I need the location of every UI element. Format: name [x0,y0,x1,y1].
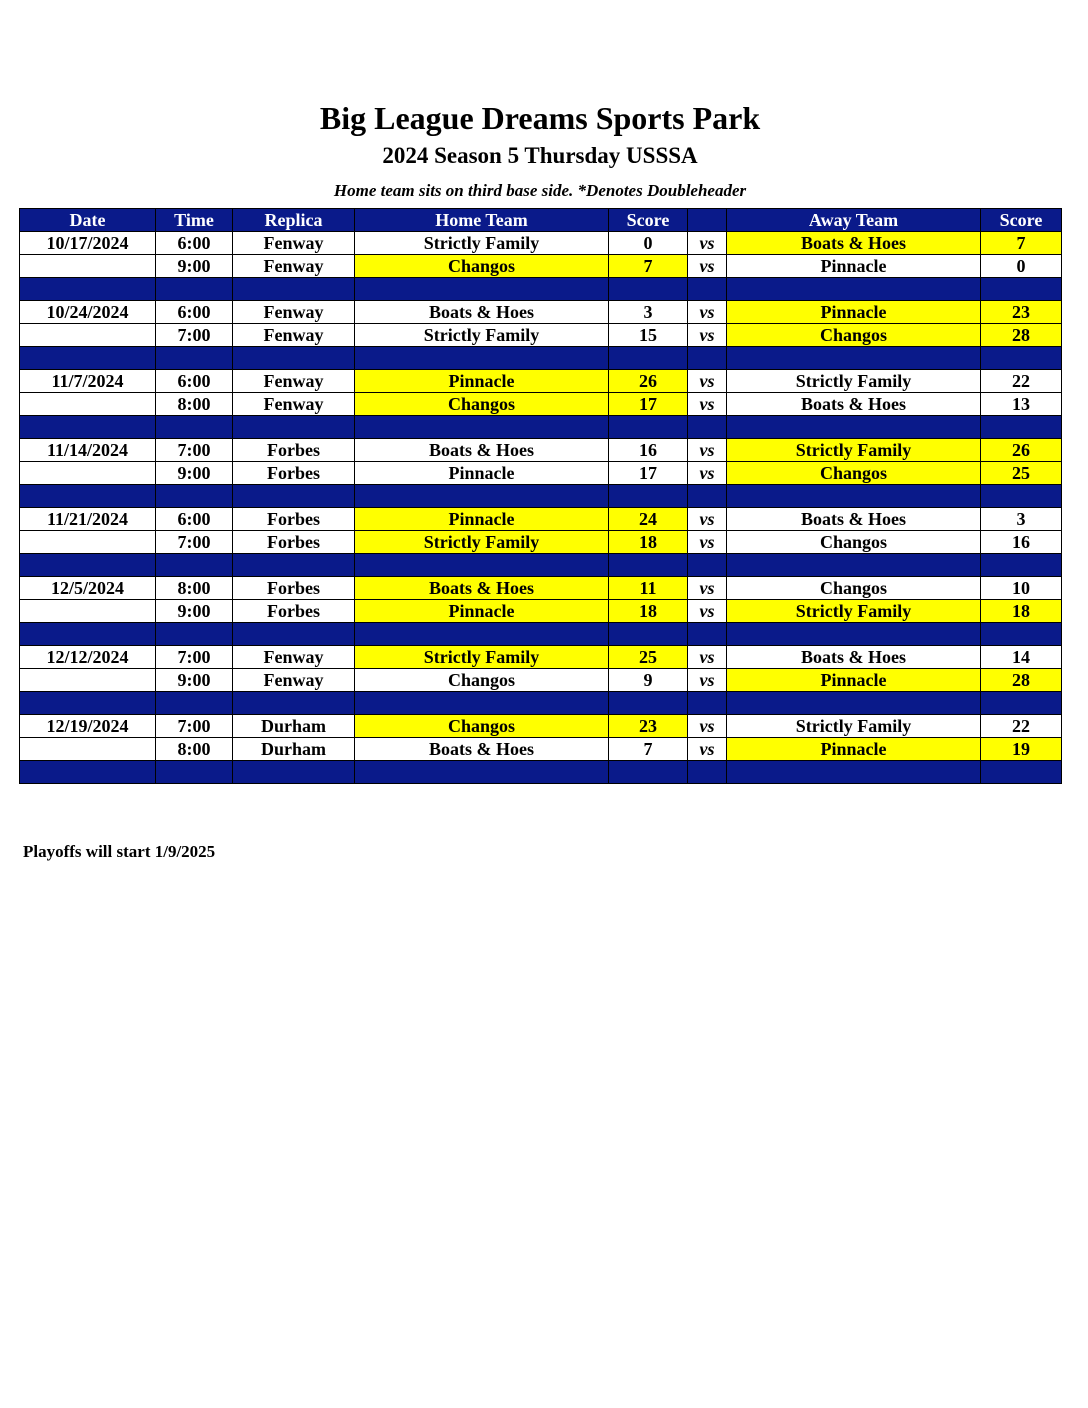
date-cell: 10/24/2024 [20,301,156,324]
header-row [20,209,1062,232]
week-separator-row [20,761,1062,784]
date-cell [20,255,156,278]
replica-cell: Fenway [233,255,355,278]
time-cell: 9:00 [156,669,233,692]
replica-cell: Forbes [233,600,355,623]
game-row [20,738,1062,761]
time-cell: 8:00 [156,738,233,761]
game-row [20,715,1062,738]
home-team-cell: Boats & Hoes [355,439,609,462]
home-team-cell: Strictly Family [355,324,609,347]
away-team-cell: Changos [727,324,981,347]
away-score-cell: 0 [981,255,1062,278]
home-team-cell: Boats & Hoes [355,301,609,324]
game-row [20,531,1062,554]
home-team-note: Home team sits on third base side. *Denotes Doubleheader [333,181,747,200]
vs-cell: vs [688,715,727,738]
date-cell [20,531,156,554]
separator-cell [156,554,233,577]
vs-cell: vs [688,393,727,416]
column-header-time: Time [156,209,233,232]
away-score-cell: 3 [981,508,1062,531]
time-cell: 7:00 [156,715,233,738]
replica-cell: Fenway [233,393,355,416]
separator-cell [355,347,609,370]
separator-cell [688,623,727,646]
away-score-cell: 16 [981,531,1062,554]
replica-cell: Forbes [233,508,355,531]
game-row [20,669,1062,692]
separator-cell [156,761,233,784]
separator-cell [609,416,688,439]
away-score-cell: 13 [981,393,1062,416]
home-team-cell: Changos [355,393,609,416]
separator-cell [688,485,727,508]
date-cell [20,738,156,761]
away-team-cell: Changos [727,462,981,485]
date-cell: 12/5/2024 [20,577,156,600]
separator-cell [609,554,688,577]
separator-cell [981,761,1062,784]
separator-cell [355,761,609,784]
date-cell [20,462,156,485]
schedule-table [19,208,1062,784]
replica-cell: Fenway [233,232,355,255]
vs-cell: vs [688,577,727,600]
time-cell: 8:00 [156,577,233,600]
date-cell [20,600,156,623]
away-team-cell: Changos [727,531,981,554]
away-score-cell: 26 [981,439,1062,462]
away-team-cell: Strictly Family [727,370,981,393]
separator-cell [355,623,609,646]
vs-cell: vs [688,508,727,531]
vs-cell: vs [688,669,727,692]
away-team-cell: Strictly Family [727,439,981,462]
vs-cell: vs [688,232,727,255]
date-cell: 12/19/2024 [20,715,156,738]
away-team-cell: Pinnacle [727,738,981,761]
column-header-home-team: Home Team [355,209,609,232]
away-team-cell: Pinnacle [727,669,981,692]
home-score-cell: 16 [609,439,688,462]
away-score-cell: 28 [981,324,1062,347]
game-row [20,577,1062,600]
playoffs-note: Playoffs will start 1/9/2025 [23,842,216,861]
time-cell: 7:00 [156,324,233,347]
replica-cell: Forbes [233,462,355,485]
separator-cell [355,692,609,715]
separator-cell [727,623,981,646]
separator-cell [609,278,688,301]
home-team-cell: Changos [355,715,609,738]
time-cell: 6:00 [156,301,233,324]
separator-cell [355,554,609,577]
separator-cell [981,692,1062,715]
week-separator-row [20,554,1062,577]
season-subtitle: 2024 Season 5 Thursday USSSA [382,143,698,168]
home-team-cell: Strictly Family [355,232,609,255]
time-cell: 6:00 [156,370,233,393]
separator-cell [609,623,688,646]
separator-cell [688,761,727,784]
home-score-cell: 9 [609,669,688,692]
separator-cell [727,347,981,370]
separator-cell [981,623,1062,646]
date-cell: 11/7/2024 [20,370,156,393]
away-team-cell: Boats & Hoes [727,232,981,255]
home-team-cell: Pinnacle [355,462,609,485]
away-score-cell: 22 [981,715,1062,738]
game-row [20,301,1062,324]
replica-cell: Fenway [233,669,355,692]
away-team-cell: Boats & Hoes [727,393,981,416]
separator-cell [688,554,727,577]
date-cell: 11/21/2024 [20,508,156,531]
separator-cell [233,554,355,577]
date-cell: 10/17/2024 [20,232,156,255]
home-team-cell: Pinnacle [355,370,609,393]
home-team-cell: Pinnacle [355,508,609,531]
date-cell: 12/12/2024 [20,646,156,669]
separator-cell [156,692,233,715]
separator-cell [727,278,981,301]
time-cell: 7:00 [156,646,233,669]
time-cell: 9:00 [156,600,233,623]
game-row [20,255,1062,278]
vs-cell: vs [688,370,727,393]
away-team-cell: Pinnacle [727,301,981,324]
home-team-cell: Strictly Family [355,531,609,554]
separator-cell [20,692,156,715]
separator-cell [727,485,981,508]
separator-cell [156,485,233,508]
separator-cell [981,416,1062,439]
home-score-cell: 18 [609,531,688,554]
week-separator-row [20,347,1062,370]
vs-cell: vs [688,738,727,761]
home-score-cell: 11 [609,577,688,600]
separator-cell [20,554,156,577]
game-row [20,508,1062,531]
separator-cell [688,347,727,370]
separator-cell [981,485,1062,508]
replica-cell: Forbes [233,531,355,554]
home-score-cell: 7 [609,738,688,761]
separator-cell [688,278,727,301]
time-cell: 6:00 [156,508,233,531]
separator-cell [727,692,981,715]
away-score-cell: 22 [981,370,1062,393]
away-score-cell: 7 [981,232,1062,255]
replica-cell: Forbes [233,439,355,462]
separator-cell [20,485,156,508]
separator-cell [20,761,156,784]
separator-cell [688,692,727,715]
home-score-cell: 3 [609,301,688,324]
week-separator-row [20,692,1062,715]
separator-cell [609,761,688,784]
separator-cell [727,554,981,577]
away-team-cell: Boats & Hoes [727,646,981,669]
separator-cell [233,278,355,301]
week-separator-row [20,278,1062,301]
separator-cell [156,416,233,439]
away-team-cell: Strictly Family [727,600,981,623]
separator-cell [981,554,1062,577]
game-row [20,600,1062,623]
separator-cell [156,347,233,370]
time-cell: 9:00 [156,255,233,278]
home-score-cell: 18 [609,600,688,623]
away-score-cell: 14 [981,646,1062,669]
replica-cell: Durham [233,738,355,761]
date-cell [20,324,156,347]
away-team-cell: Boats & Hoes [727,508,981,531]
column-header-date: Date [20,209,156,232]
time-cell: 8:00 [156,393,233,416]
vs-cell: vs [688,301,727,324]
away-score-cell: 23 [981,301,1062,324]
away-team-cell: Pinnacle [727,255,981,278]
separator-cell [688,416,727,439]
separator-cell [727,416,981,439]
separator-cell [981,347,1062,370]
away-score-cell: 10 [981,577,1062,600]
home-score-cell: 17 [609,462,688,485]
separator-cell [355,278,609,301]
week-separator-row [20,416,1062,439]
separator-cell [355,485,609,508]
replica-cell: Fenway [233,301,355,324]
separator-cell [20,347,156,370]
home-score-cell: 25 [609,646,688,669]
separator-cell [609,692,688,715]
week-separator-row [20,485,1062,508]
date-cell [20,669,156,692]
game-row [20,370,1062,393]
home-score-cell: 0 [609,232,688,255]
time-cell: 7:00 [156,531,233,554]
replica-cell: Fenway [233,370,355,393]
home-team-cell: Changos [355,255,609,278]
vs-cell: vs [688,531,727,554]
separator-cell [20,278,156,301]
game-row [20,324,1062,347]
game-row [20,393,1062,416]
separator-cell [156,278,233,301]
home-score-cell: 15 [609,324,688,347]
separator-cell [20,623,156,646]
away-score-cell: 18 [981,600,1062,623]
home-team-cell: Changos [355,669,609,692]
replica-cell: Fenway [233,646,355,669]
separator-cell [609,347,688,370]
separator-cell [981,278,1062,301]
home-score-cell: 24 [609,508,688,531]
separator-cell [233,692,355,715]
away-team-cell: Changos [727,577,981,600]
vs-cell: vs [688,324,727,347]
vs-cell: vs [688,255,727,278]
vs-cell: vs [688,462,727,485]
replica-cell: Durham [233,715,355,738]
home-score-cell: 23 [609,715,688,738]
vs-cell: vs [688,439,727,462]
replica-cell: Fenway [233,324,355,347]
game-row [20,439,1062,462]
away-score-cell: 28 [981,669,1062,692]
game-row [20,462,1062,485]
separator-cell [20,416,156,439]
away-team-cell: Strictly Family [727,715,981,738]
away-score-cell: 25 [981,462,1062,485]
home-score-cell: 7 [609,255,688,278]
page-title: Big League Dreams Sports Park [319,100,761,136]
separator-cell [233,761,355,784]
week-separator-row [20,623,1062,646]
separator-cell [355,416,609,439]
game-row [20,232,1062,255]
separator-cell [727,761,981,784]
column-header-replica: Replica [233,209,355,232]
column-header-away-team: Away Team [727,209,981,232]
game-row [20,646,1062,669]
separator-cell [609,485,688,508]
home-team-cell: Boats & Hoes [355,738,609,761]
date-cell [20,393,156,416]
separator-cell [233,347,355,370]
column-header-away-score: Score [981,209,1062,232]
replica-cell: Forbes [233,577,355,600]
away-score-cell: 19 [981,738,1062,761]
home-team-cell: Boats & Hoes [355,577,609,600]
vs-cell: vs [688,600,727,623]
time-cell: 7:00 [156,439,233,462]
separator-cell [233,416,355,439]
time-cell: 9:00 [156,462,233,485]
separator-cell [233,623,355,646]
home-score-cell: 26 [609,370,688,393]
date-cell: 11/14/2024 [20,439,156,462]
home-score-cell: 17 [609,393,688,416]
vs-cell: vs [688,646,727,669]
schedule-body [20,232,1062,784]
time-cell: 6:00 [156,232,233,255]
separator-cell [233,485,355,508]
column-header-vs [688,209,727,232]
column-header-home-score: Score [609,209,688,232]
home-team-cell: Pinnacle [355,600,609,623]
separator-cell [156,623,233,646]
home-team-cell: Strictly Family [355,646,609,669]
